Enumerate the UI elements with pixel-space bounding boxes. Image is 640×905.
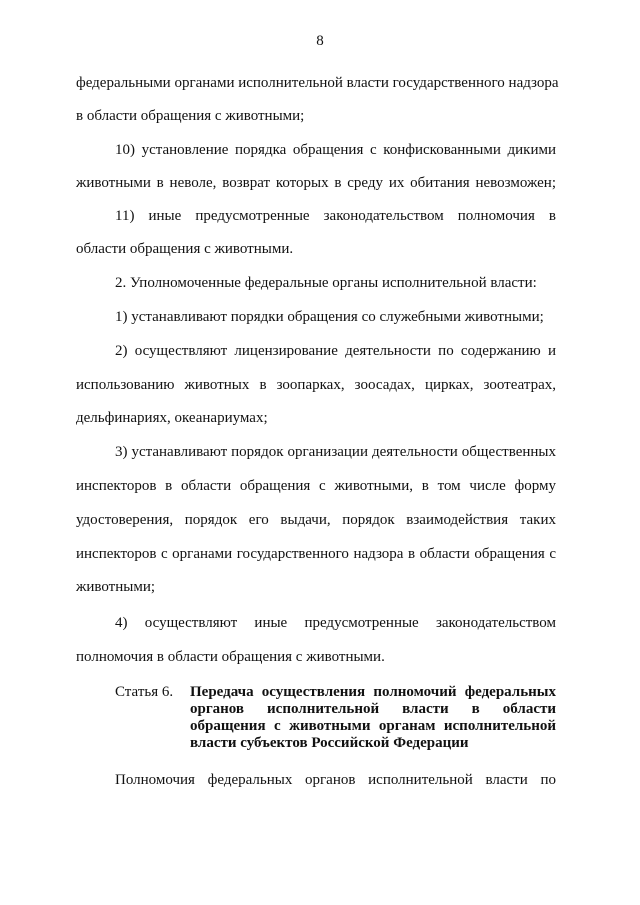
text-line: области обращения с животными. — [76, 241, 294, 257]
article-title-line: власти субъектов Российской Федерации — [190, 735, 469, 751]
text-line: 10) установление порядка обращения с конфискованными дикими — [115, 142, 556, 158]
article-title-line: органов исполнительной власти в области — [190, 701, 556, 717]
text-line: 11) иные предусмотренные законодательством полномочия в — [115, 208, 556, 224]
text-line: инспекторов с органами государственного надзора в области обращения с — [76, 546, 556, 562]
text-line: удостоверения, порядок его выдачи, порядок взаимодействия таких — [76, 512, 556, 528]
text-line: 4) осуществляют иные предусмотренные законодательством — [115, 615, 556, 631]
text-line: 2) осуществляют лицензирование деятельности по содержанию и — [115, 343, 556, 359]
text-line: дельфинариях, океанариумах; — [76, 410, 268, 426]
text-line: полномочия в области обращения с животными. — [76, 649, 385, 665]
article-label: Статья 6. — [115, 684, 174, 700]
article-title — [190, 684, 556, 752]
text-line: 3) устанавливают порядок организации деятельности общественных — [115, 444, 556, 460]
article-title-line: Передача осуществления полномочий федеральных — [190, 684, 556, 700]
text-line: Полномочия федеральных органов исполнительной власти по — [115, 772, 556, 788]
text-line: в области обращения с животными; — [76, 108, 305, 124]
text-line: использованию животных в зоопарках, зоосадах, цирках, зоотеатрах, — [76, 377, 556, 393]
article-title-line: обращения с животными органам исполнительной — [190, 718, 556, 734]
text-line: инспекторов в области обращения с животными, в том числе форму — [76, 478, 556, 494]
text-line: федеральными органами исполнительной власти государственного надзора — [76, 75, 559, 91]
text-line: животными в неволе, возврат которых в среду их обитания невозможен; — [76, 175, 556, 191]
text-line: 1) устанавливают порядки обращения со служебными животными; — [115, 309, 544, 325]
text-line: 2. Уполномоченные федеральные органы исполнительной власти: — [115, 275, 537, 291]
text-line: животными; — [76, 579, 156, 595]
page-number: 8 — [316, 33, 324, 49]
